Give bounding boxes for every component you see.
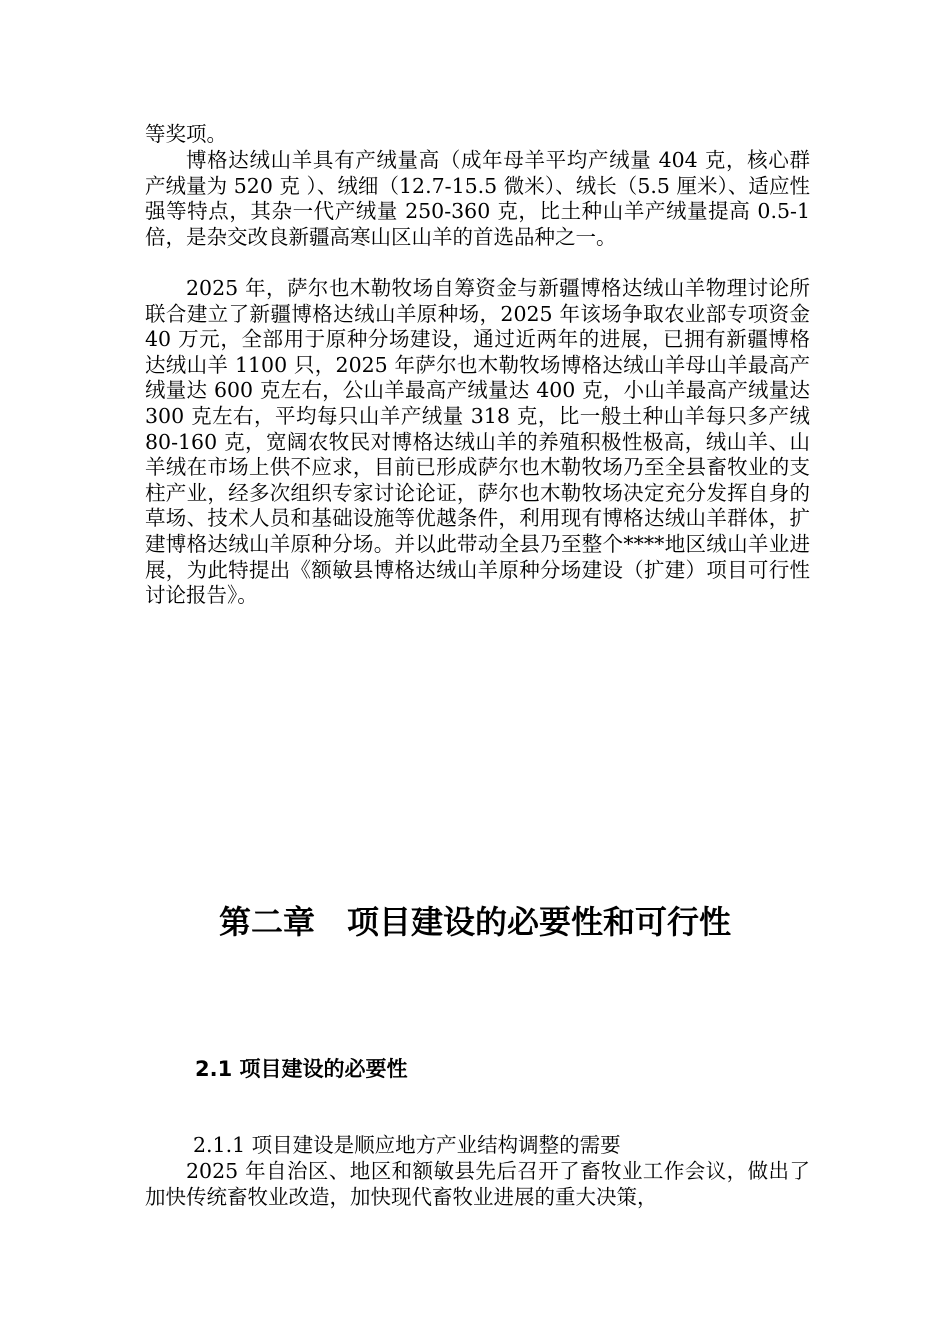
paragraph-goat-features: 博格达绒山羊具有产绒量高（成年母羊平均产绒量 404 克，核心群产绒量为 520 克 ）、绒细（12.7-15.5 微米）、绒长（5.5 厘米）、适应性强等特点，其杂一代产绒量 250-360 克，比土种山羊产绒量提高 0.5-1 倍，是杂交改良新疆高寒山区山羊的首选品种之一。 <box>145 148 810 249</box>
section-title: 2.1 项目建设的必要性 <box>195 1057 408 1081</box>
paragraph-industry-adjustment: 2025 年自治区、地区和额敏县先后召开了畜牧业工作会议，做出了加快传统畜牧业改造，加快现代畜牧业进展的重大决策， <box>145 1159 810 1209</box>
subsection-title: 2.1.1 项目建设是顺应地方产业结构调整的需要 <box>193 1133 621 1157</box>
paragraph-ranch-history: 2025 年，萨尔也木勒牧场自筹资金与新疆博格达绒山羊物理讨论所联合建立了新疆博格达绒山羊原种场，2025 年该场争取农业部专项资金 40 万元，全部用于原种分场建设，通过近两年的进展，已拥有新疆博格达绒山羊 1100 只，2025 年萨尔也木勒牧场博格达绒山羊母山羊最高产绒量达 600 克左右，公山羊最高产绒量达 400 克，小山羊最高产绒量达 300 克左右，平均每只山羊产绒量 318 克，比一般土种山羊每只多产绒 80-160 克，宽阔农牧民对博格达绒山羊的养殖积极性极高，绒山羊、山羊绒在市场上供不应求，目前已形成萨尔也木勒牧场乃至全县畜牧业的支柱产业，经多次组织专家讨论论证，萨尔也木勒牧场决定充分发挥自身的草场、技术人员和基础设施等优越条件，利用现有博格达绒山羊群体，扩建博格达绒山羊原种分场。并以此带动全县乃至整个****地区绒山羊业进展，为此特提出《额敏县博格达绒山羊原种分场建设（扩建）项目可行性讨论报告》。 <box>145 276 810 608</box>
continuation-text: 等奖项。 <box>145 122 227 146</box>
chapter-title: 第二章 项目建设的必要性和可行性 <box>218 903 731 941</box>
